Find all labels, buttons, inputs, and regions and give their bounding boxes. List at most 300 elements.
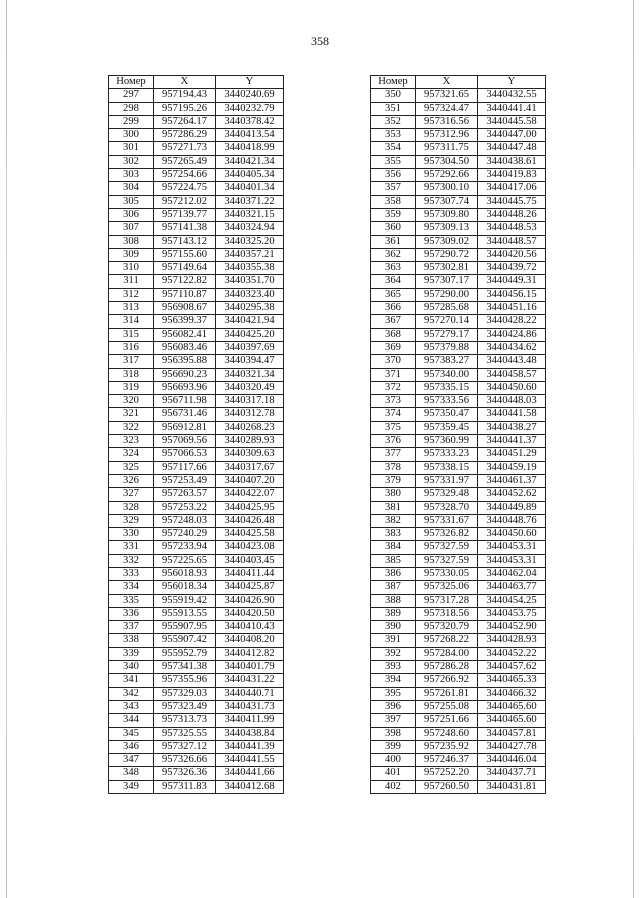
cell-number: 383	[371, 528, 416, 541]
cell-y: 3440428.93	[478, 634, 546, 647]
cell-number: 320	[109, 395, 154, 408]
cell-x: 957309.13	[416, 222, 478, 235]
table-row	[109, 155, 284, 168]
table-row	[371, 501, 546, 514]
cell-number: 357	[371, 182, 416, 195]
cell-y: 3440420.56	[478, 248, 546, 261]
cell-y: 3440411.44	[216, 567, 284, 580]
cell-y: 3440441.41	[478, 102, 546, 115]
cell-y: 3440465.60	[478, 714, 546, 727]
cell-x: 957240.29	[154, 528, 216, 541]
cell-number: 301	[109, 142, 154, 155]
table-row	[371, 222, 546, 235]
cell-y: 3440412.68	[216, 780, 284, 793]
table-row	[109, 488, 284, 501]
cell-x: 957069.56	[154, 435, 216, 448]
cell-y: 3440446.04	[478, 754, 546, 767]
table-row	[109, 435, 284, 448]
cell-x: 957307.74	[416, 195, 478, 208]
table-row	[371, 634, 546, 647]
table-row	[109, 222, 284, 235]
cell-number: 344	[109, 714, 154, 727]
table-row	[371, 767, 546, 780]
cell-number: 321	[109, 408, 154, 421]
cell-number: 361	[371, 235, 416, 248]
cell-number: 394	[371, 674, 416, 687]
cell-x: 957286.29	[154, 129, 216, 142]
cell-number: 327	[109, 488, 154, 501]
cell-x: 956711.98	[154, 395, 216, 408]
cell-x: 957248.60	[416, 727, 478, 740]
cell-x: 957141.38	[154, 222, 216, 235]
cell-y: 3440428.22	[478, 315, 546, 328]
cell-number: 378	[371, 461, 416, 474]
cell-number: 346	[109, 740, 154, 753]
cell-x: 957326.36	[154, 767, 216, 780]
table-row	[109, 248, 284, 261]
cell-number: 365	[371, 288, 416, 301]
cell-y: 3440423.08	[216, 541, 284, 554]
cell-number: 305	[109, 195, 154, 208]
cell-x: 957235.92	[416, 740, 478, 753]
cell-number: 323	[109, 435, 154, 448]
table-row	[371, 368, 546, 381]
cell-y: 3440321.15	[216, 208, 284, 221]
cell-number: 400	[371, 754, 416, 767]
cell-y: 3440452.22	[478, 647, 546, 660]
cell-y: 3440351.70	[216, 275, 284, 288]
coordinates-table-left	[108, 75, 284, 794]
cell-y: 3440466.32	[478, 687, 546, 700]
cell-number: 347	[109, 754, 154, 767]
cell-number: 399	[371, 740, 416, 753]
cell-x: 956018.93	[154, 567, 216, 580]
cell-y: 3440441.58	[478, 408, 546, 421]
cell-y: 3440438.27	[478, 421, 546, 434]
cell-number: 393	[371, 661, 416, 674]
cell-y: 3440448.76	[478, 514, 546, 527]
cell-y: 3440459.19	[478, 461, 546, 474]
table-row	[371, 315, 546, 328]
cell-y: 3440424.86	[478, 328, 546, 341]
cell-y: 3440449.31	[478, 275, 546, 288]
cell-y: 3440434.62	[478, 341, 546, 354]
cell-y: 3440378.42	[216, 115, 284, 128]
cell-y: 3440440.71	[216, 687, 284, 700]
table-row	[371, 155, 546, 168]
cell-x: 957270.14	[416, 315, 478, 328]
cell-y: 3440317.18	[216, 395, 284, 408]
table-row	[371, 700, 546, 713]
table-row	[109, 740, 284, 753]
cell-x: 957330.05	[416, 567, 478, 580]
cell-number: 345	[109, 727, 154, 740]
cell-x: 957263.57	[154, 488, 216, 501]
cell-x: 957252.20	[416, 767, 478, 780]
table-row	[371, 248, 546, 261]
cell-number: 328	[109, 501, 154, 514]
table-row	[109, 700, 284, 713]
table-row	[109, 634, 284, 647]
cell-number: 370	[371, 355, 416, 368]
cell-x: 957292.66	[416, 169, 478, 182]
cell-x: 957324.47	[416, 102, 478, 115]
cell-y: 3440401.79	[216, 661, 284, 674]
cell-number: 314	[109, 315, 154, 328]
cell-x: 956908.67	[154, 302, 216, 315]
cell-x: 957066.53	[154, 448, 216, 461]
table-row	[371, 129, 546, 142]
cell-number: 329	[109, 514, 154, 527]
table-row	[371, 302, 546, 315]
cell-number: 364	[371, 275, 416, 288]
table-row	[109, 554, 284, 567]
table-row	[371, 581, 546, 594]
table-row	[109, 262, 284, 275]
header-x: X	[416, 76, 478, 89]
cell-y: 3440438.84	[216, 727, 284, 740]
cell-y: 3440465.60	[478, 700, 546, 713]
cell-x: 957307.17	[416, 275, 478, 288]
table-row	[109, 89, 284, 102]
cell-x: 957284.00	[416, 647, 478, 660]
table-row	[109, 780, 284, 793]
cell-y: 3440431.73	[216, 700, 284, 713]
cell-x: 957355.96	[154, 674, 216, 687]
cell-x: 957383.27	[416, 355, 478, 368]
cell-y: 3440448.03	[478, 395, 546, 408]
page-edge-left	[6, 0, 7, 898]
cell-x: 957331.97	[416, 474, 478, 487]
cell-x: 957350.47	[416, 408, 478, 421]
cell-y: 3440443.48	[478, 355, 546, 368]
table-row	[109, 115, 284, 128]
table-row	[371, 554, 546, 567]
table-row	[109, 408, 284, 421]
cell-y: 3440448.57	[478, 235, 546, 248]
cell-x: 957254.66	[154, 169, 216, 182]
table-row	[371, 541, 546, 554]
cell-number: 332	[109, 554, 154, 567]
cell-y: 3440453.75	[478, 607, 546, 620]
table-row	[109, 621, 284, 634]
table-row	[109, 461, 284, 474]
cell-number: 335	[109, 594, 154, 607]
page-number: 358	[311, 34, 329, 48]
table-row	[371, 661, 546, 674]
table-row	[109, 315, 284, 328]
cell-y: 3440401.34	[216, 182, 284, 195]
cell-number: 363	[371, 262, 416, 275]
table-row	[371, 727, 546, 740]
cell-x: 957329.03	[154, 687, 216, 700]
cell-y: 3440431.81	[478, 780, 546, 793]
cell-number: 349	[109, 780, 154, 793]
cell-number: 362	[371, 248, 416, 261]
cell-number: 318	[109, 368, 154, 381]
cell-y: 3440427.78	[478, 740, 546, 753]
table-row	[109, 514, 284, 527]
cell-number: 303	[109, 169, 154, 182]
table-row	[371, 142, 546, 155]
cell-y: 3440426.48	[216, 514, 284, 527]
cell-number: 358	[371, 195, 416, 208]
cell-x: 957379.88	[416, 341, 478, 354]
table-row	[371, 288, 546, 301]
cell-y: 3440324.94	[216, 222, 284, 235]
table-row	[109, 288, 284, 301]
cell-x: 956082.41	[154, 328, 216, 341]
header-x: X	[154, 76, 216, 89]
cell-number: 390	[371, 621, 416, 634]
table-row	[109, 102, 284, 115]
cell-x: 957251.66	[416, 714, 478, 727]
table-row	[371, 275, 546, 288]
cell-y: 3440425.95	[216, 501, 284, 514]
table-row	[109, 275, 284, 288]
cell-y: 3440410.43	[216, 621, 284, 634]
cell-x: 955913.55	[154, 607, 216, 620]
cell-x: 957261.81	[416, 687, 478, 700]
cell-number: 298	[109, 102, 154, 115]
cell-x: 957331.67	[416, 514, 478, 527]
cell-number: 351	[371, 102, 416, 115]
cell-number: 306	[109, 208, 154, 221]
cell-number: 368	[371, 328, 416, 341]
cell-x: 957265.49	[154, 155, 216, 168]
table-row	[109, 195, 284, 208]
table-row	[371, 102, 546, 115]
table-row	[109, 528, 284, 541]
cell-x: 957321.65	[416, 89, 478, 102]
cell-x: 956399.37	[154, 315, 216, 328]
cell-y: 3440357.21	[216, 248, 284, 261]
cell-x: 956018.34	[154, 581, 216, 594]
cell-x: 955952.79	[154, 647, 216, 660]
table-row	[371, 514, 546, 527]
cell-number: 309	[109, 248, 154, 261]
cell-number: 389	[371, 607, 416, 620]
cell-x: 957225.65	[154, 554, 216, 567]
table-row	[109, 607, 284, 620]
table-header-row	[371, 76, 546, 89]
cell-number: 317	[109, 355, 154, 368]
cell-y: 3440317.67	[216, 461, 284, 474]
cell-y: 3440397.69	[216, 341, 284, 354]
table-row	[371, 448, 546, 461]
table-row	[371, 435, 546, 448]
table-row	[371, 208, 546, 221]
table-row	[109, 328, 284, 341]
table-row	[109, 421, 284, 434]
cell-x: 957212.02	[154, 195, 216, 208]
cell-number: 343	[109, 700, 154, 713]
cell-y: 3440321.34	[216, 368, 284, 381]
cell-number: 315	[109, 328, 154, 341]
table-row	[371, 341, 546, 354]
cell-x: 957323.49	[154, 700, 216, 713]
table-row	[109, 368, 284, 381]
cell-x: 957271.73	[154, 142, 216, 155]
cell-number: 331	[109, 541, 154, 554]
cell-y: 3440407.20	[216, 474, 284, 487]
table-row	[371, 740, 546, 753]
cell-x: 957311.83	[154, 780, 216, 793]
cell-x: 956912.81	[154, 421, 216, 434]
cell-x: 957143.12	[154, 235, 216, 248]
cell-y: 3440447.48	[478, 142, 546, 155]
table-row	[371, 115, 546, 128]
cell-x: 955919.42	[154, 594, 216, 607]
cell-x: 957309.80	[416, 208, 478, 221]
cell-y: 3440432.55	[478, 89, 546, 102]
cell-y: 3440417.06	[478, 182, 546, 195]
cell-y: 3440411.99	[216, 714, 284, 727]
cell-x: 956731.46	[154, 408, 216, 421]
table-row	[109, 169, 284, 182]
table-row	[371, 647, 546, 660]
cell-number: 366	[371, 302, 416, 315]
cell-x: 957326.66	[154, 754, 216, 767]
cell-x: 957325.55	[154, 727, 216, 740]
cell-x: 957317.28	[416, 594, 478, 607]
table-row	[109, 381, 284, 394]
cell-y: 3440325.20	[216, 235, 284, 248]
cell-x: 957326.82	[416, 528, 478, 541]
cell-x: 957329.48	[416, 488, 478, 501]
cell-number: 359	[371, 208, 416, 221]
cell-x: 957266.92	[416, 674, 478, 687]
cell-x: 957139.77	[154, 208, 216, 221]
table-row	[109, 661, 284, 674]
cell-y: 3440453.31	[478, 554, 546, 567]
table-row	[371, 408, 546, 421]
cell-x: 957325.06	[416, 581, 478, 594]
cell-y: 3440461.37	[478, 474, 546, 487]
table-row	[109, 474, 284, 487]
cell-y: 3440323.40	[216, 288, 284, 301]
cell-x: 957333.23	[416, 448, 478, 461]
table-row	[109, 501, 284, 514]
cell-number: 355	[371, 155, 416, 168]
cell-y: 3440452.90	[478, 621, 546, 634]
cell-x: 957302.81	[416, 262, 478, 275]
cell-x: 957335.15	[416, 381, 478, 394]
table-row	[371, 381, 546, 394]
table-row	[109, 182, 284, 195]
cell-y: 3440448.53	[478, 222, 546, 235]
cell-y: 3440448.26	[478, 208, 546, 221]
cell-y: 3440441.37	[478, 435, 546, 448]
table-row	[371, 567, 546, 580]
cell-y: 3440394.47	[216, 355, 284, 368]
cell-y: 3440425.58	[216, 528, 284, 541]
cell-number: 371	[371, 368, 416, 381]
cell-number: 311	[109, 275, 154, 288]
cell-number: 326	[109, 474, 154, 487]
cell-x: 955907.42	[154, 634, 216, 647]
cell-number: 372	[371, 381, 416, 394]
cell-x: 957285.68	[416, 302, 478, 315]
header-y: Y	[478, 76, 546, 89]
cell-x: 957279.17	[416, 328, 478, 341]
cell-number: 352	[371, 115, 416, 128]
cell-y: 3440408.20	[216, 634, 284, 647]
cell-y: 3440418.99	[216, 142, 284, 155]
cell-x: 957290.00	[416, 288, 478, 301]
cell-x: 957360.99	[416, 435, 478, 448]
cell-number: 339	[109, 647, 154, 660]
cell-x: 957359.45	[416, 421, 478, 434]
cell-y: 3440422.07	[216, 488, 284, 501]
header-y: Y	[216, 76, 284, 89]
cell-number: 380	[371, 488, 416, 501]
cell-x: 957290.72	[416, 248, 478, 261]
cell-y: 3440405.34	[216, 169, 284, 182]
table-row	[371, 607, 546, 620]
table-row	[109, 541, 284, 554]
table-row	[371, 687, 546, 700]
cell-y: 3440425.87	[216, 581, 284, 594]
header-number: Номер	[371, 76, 416, 89]
cell-x: 957246.37	[416, 754, 478, 767]
cell-number: 330	[109, 528, 154, 541]
cell-y: 3440355.38	[216, 262, 284, 275]
cell-x: 957264.17	[154, 115, 216, 128]
cell-number: 333	[109, 567, 154, 580]
cell-number: 397	[371, 714, 416, 727]
cell-number: 325	[109, 461, 154, 474]
cell-y: 3440426.90	[216, 594, 284, 607]
cell-x: 957327.59	[416, 541, 478, 554]
cell-x: 957286.28	[416, 661, 478, 674]
cell-y: 3440421.94	[216, 315, 284, 328]
table-row	[371, 621, 546, 634]
cell-y: 3440465.33	[478, 674, 546, 687]
table-row	[109, 567, 284, 580]
cell-x: 957195.26	[154, 102, 216, 115]
cell-number: 353	[371, 129, 416, 142]
cell-x: 957122.82	[154, 275, 216, 288]
cell-y: 3440438.61	[478, 155, 546, 168]
table-row	[371, 355, 546, 368]
cell-number: 392	[371, 647, 416, 660]
cell-number: 396	[371, 700, 416, 713]
cell-x: 957117.66	[154, 461, 216, 474]
cell-number: 307	[109, 222, 154, 235]
cell-number: 386	[371, 567, 416, 580]
cell-number: 395	[371, 687, 416, 700]
cell-number: 312	[109, 288, 154, 301]
cell-number: 354	[371, 142, 416, 155]
cell-y: 3440462.04	[478, 567, 546, 580]
table-row	[109, 674, 284, 687]
cell-y: 3440240.69	[216, 89, 284, 102]
cell-number: 336	[109, 607, 154, 620]
cell-number: 376	[371, 435, 416, 448]
cell-number: 302	[109, 155, 154, 168]
table-row	[109, 235, 284, 248]
table-row	[371, 528, 546, 541]
cell-x: 957340.00	[416, 368, 478, 381]
coordinates-table-right	[370, 75, 546, 794]
cell-x: 957313.73	[154, 714, 216, 727]
cell-y: 3440413.54	[216, 129, 284, 142]
cell-x: 957333.56	[416, 395, 478, 408]
table-row	[109, 594, 284, 607]
cell-number: 385	[371, 554, 416, 567]
cell-x: 957149.64	[154, 262, 216, 275]
